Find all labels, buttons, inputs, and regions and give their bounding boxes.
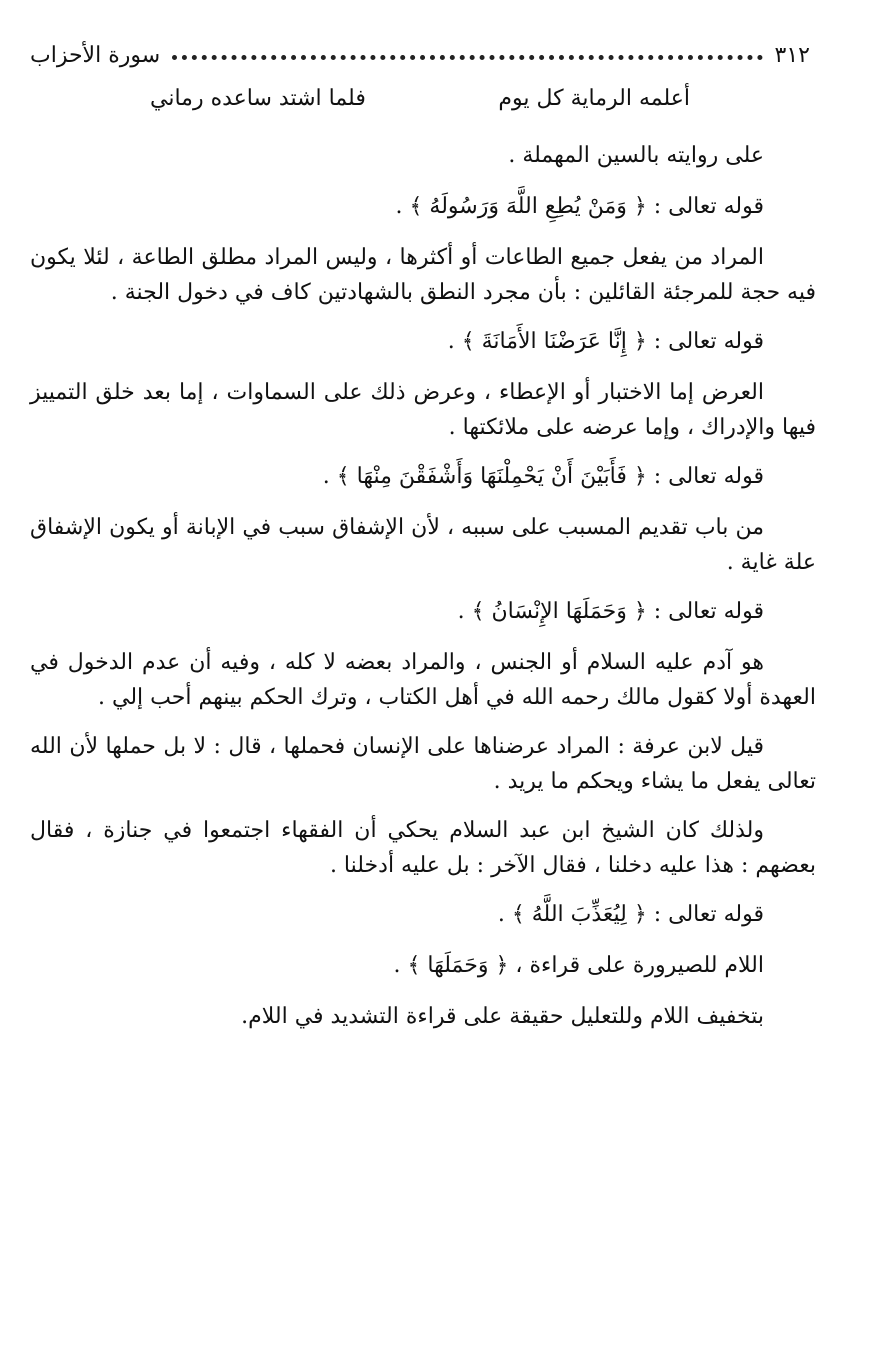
header-dotted-rule xyxy=(172,55,762,60)
page-body xyxy=(30,138,816,1050)
quran-citation: قوله تعالى : ﴿ وَمَنْ يُطِعِ اللَّهَ وَرَسُولَهُ ﴾ . xyxy=(395,194,764,219)
paragraph: هو آدم عليه السلام أو الجنس ، والمراد بعضه لا كله ، وفيه أن عدم الدخول في العهدة أولا كقول مالك رحمه الله في أهل الكتاب ، وترك الحكم بينهم أحب إلي . xyxy=(30,650,816,710)
verse-second-hemistich: فلما اشتد ساعده رماني xyxy=(150,86,366,111)
paragraph: قيل لابن عرفة : المراد عرضناها على الإنسان فحملها ، قال : لا بل حملها لأن الله تعالى يفعل ما يشاء ويحكم ما يريد . xyxy=(30,734,816,794)
verse-first-hemistich: أعلمه الرماية كل يوم xyxy=(498,86,690,111)
paragraph: على روايته بالسين المهملة . xyxy=(508,143,764,168)
paragraph: المراد من يفعل جميع الطاعات أو أكثرها ، وليس المراد مطلق الطاعة ، لئلا يكون فيه حجة للمرجئة القائلين : بأن مجرد النطق بالشهادتين كاف في دخول الجنة . xyxy=(30,245,816,305)
surah-name: سورة الأحزاب xyxy=(30,42,161,68)
paragraph: اللام للصيرورة على قراءة ، ﴿ وَحَمَلَهَا ﴾ . xyxy=(393,953,764,978)
paragraph: بتخفيف اللام وللتعليل حقيقة على قراءة التشديد في اللام. xyxy=(241,1004,764,1029)
quran-citation: قوله تعالى : ﴿ فَأَبَيْنَ أَنْ يَحْمِلْنَهَا وَأَشْفَقْنَ مِنْهَا ﴾ . xyxy=(322,464,764,489)
poetry-verse xyxy=(150,86,690,111)
quran-citation: قوله تعالى : ﴿ إِنَّا عَرَضْنَا الأَمَانَةَ ﴾ . xyxy=(447,329,764,354)
quran-citation: قوله تعالى : ﴿ لِيُعَذِّبَ اللَّهُ ﴾ . xyxy=(497,902,764,927)
paragraph: ولذلك كان الشيخ ابن عبد السلام يحكي أن الفقهاء اجتمعوا في جنازة ، فقال بعضهم : هذا عليه دخلنا ، فقال الآخر : بل عليه أدخلنا . xyxy=(30,818,816,878)
page-number: ٣١٢ xyxy=(774,42,810,68)
paragraph: من باب تقديم المسبب على سببه ، لأن الإشفاق سبب في الإبانة أو يكون الإشفاق علة غاية . xyxy=(30,515,816,575)
paragraph: العرض إما الاختبار أو الإعطاء ، وعرض ذلك على السماوات ، إما بعد خلق التمييز فيها والإدراك ، وإما عرضه على ملائكتها . xyxy=(30,380,816,440)
quran-citation: قوله تعالى : ﴿ وَحَمَلَهَا الإِنْسَانُ ﴾ . xyxy=(457,599,764,624)
running-header xyxy=(30,36,810,74)
